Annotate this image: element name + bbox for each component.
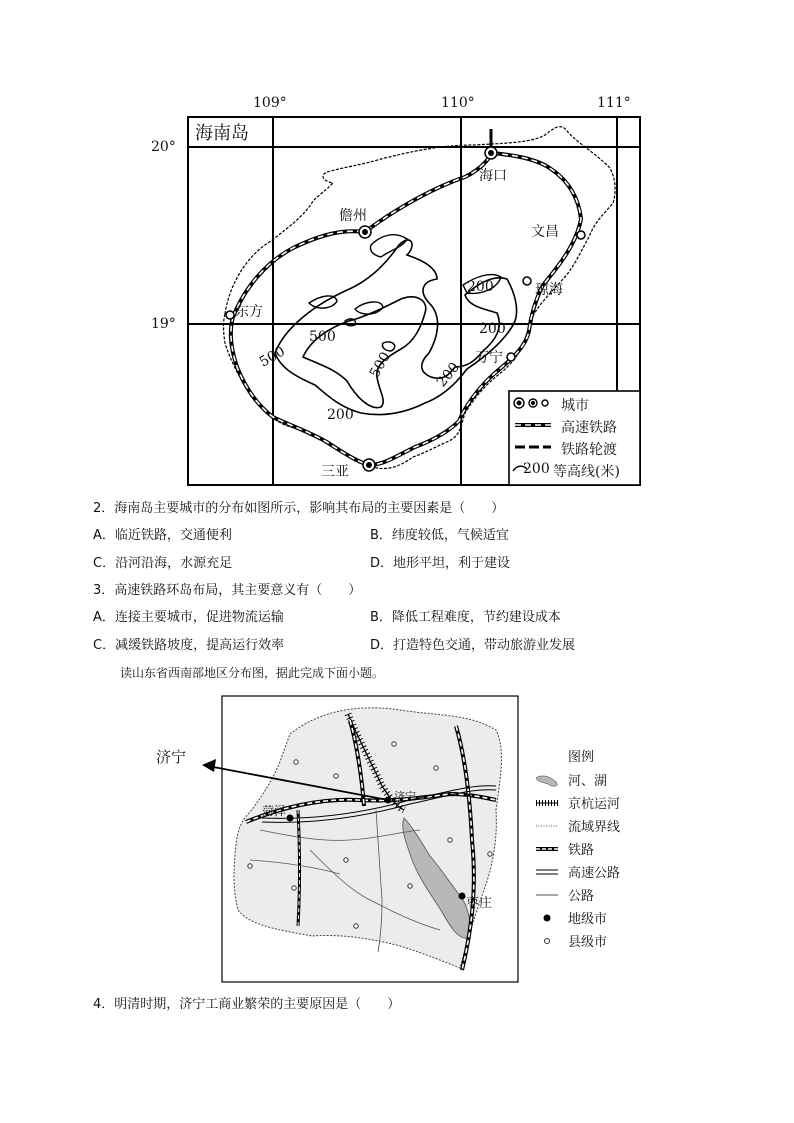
legend2-river-lake: 河、湖	[568, 774, 608, 789]
q3-stem: 3．高速铁路环岛布局，其主要意义有（ ）	[93, 583, 362, 598]
q3-option-a[interactable]: A．连接主要城市，促进物流运输	[93, 610, 284, 625]
q3-option-c[interactable]: C．减缓铁路坡度，提高运行效率	[93, 638, 285, 653]
legend2-county-city: 县级市	[568, 935, 608, 950]
city-qionghai: 琼海	[535, 282, 563, 298]
hainan-map	[151, 95, 645, 490]
legend-contour: 等高线(米)	[553, 464, 620, 480]
legend-hsr: 高速铁路	[561, 420, 617, 436]
lat-label-19: 19°	[151, 316, 176, 332]
contour-label: 500	[366, 349, 394, 381]
legend-ferry: 铁路轮渡	[561, 442, 617, 458]
legend2-railway: 铁路	[568, 843, 595, 858]
lon-label-110: 110°	[441, 95, 475, 111]
shandong-map	[150, 690, 650, 986]
city-jining: 济宁	[394, 790, 416, 803]
q2-option-d[interactable]: D．地形平坦，利于建设	[370, 556, 511, 571]
contour-label: 200	[433, 359, 464, 391]
legend2-prefecture-city: 地级市	[568, 912, 608, 927]
contour-label: 200	[467, 279, 494, 295]
city-wanning: 万宁	[475, 350, 503, 366]
legend2-expressway: 高速公路	[568, 866, 621, 881]
city-zaozhuang: 枣庄	[466, 896, 493, 911]
section-intro: 读山东省西南部地区分布图，据此完成下面小题。	[120, 666, 385, 680]
legend2-title: 图例	[568, 750, 595, 765]
q2-option-b[interactable]: B．纬度较低，气候适宜	[370, 528, 509, 543]
legend2-road: 公路	[568, 889, 595, 904]
lat-label-20: 20°	[151, 139, 176, 155]
city-haikou: 海口	[479, 168, 507, 184]
lon-label-109: 109°	[253, 95, 287, 111]
city-dongfang: 东方	[235, 304, 263, 320]
contour-label: 500	[309, 329, 336, 345]
contour-label: 200	[479, 321, 506, 337]
q4-stem: 4．明清时期，济宁工商业繁荣的主要原因是（ ）	[93, 997, 401, 1012]
contour-label: 200	[327, 407, 354, 423]
q2-stem: 2．海南岛主要城市的分布如图所示，影响其布局的主要因素是（ ）	[93, 501, 505, 516]
lon-label-111: 111°	[597, 95, 631, 111]
city-sanya: 三亚	[321, 464, 349, 480]
legend-contour-value: 200	[523, 461, 550, 477]
legend2-canal: 京杭运河	[568, 797, 621, 812]
legend2-basin-boundary: 流域界线	[568, 820, 621, 835]
q2-option-a[interactable]: A．临近铁路，交通便利	[93, 528, 232, 543]
q3-option-b[interactable]: B．降低工程难度，节约建设成本	[370, 610, 561, 625]
contour-label: 500	[256, 343, 288, 371]
map-title: 海南岛	[195, 123, 249, 144]
city-heze: 菏泽	[262, 804, 287, 818]
q2-option-c[interactable]: C．沿河沿海，水源充足	[93, 556, 233, 571]
city-danzhou: 儋州	[339, 208, 367, 224]
pointer-label-jining: 济宁	[156, 748, 187, 766]
city-wenchang: 文昌	[531, 224, 559, 240]
legend-city: 城市	[561, 398, 589, 414]
q3-option-d[interactable]: D．打造特色交通，带动旅游业发展	[370, 638, 576, 653]
